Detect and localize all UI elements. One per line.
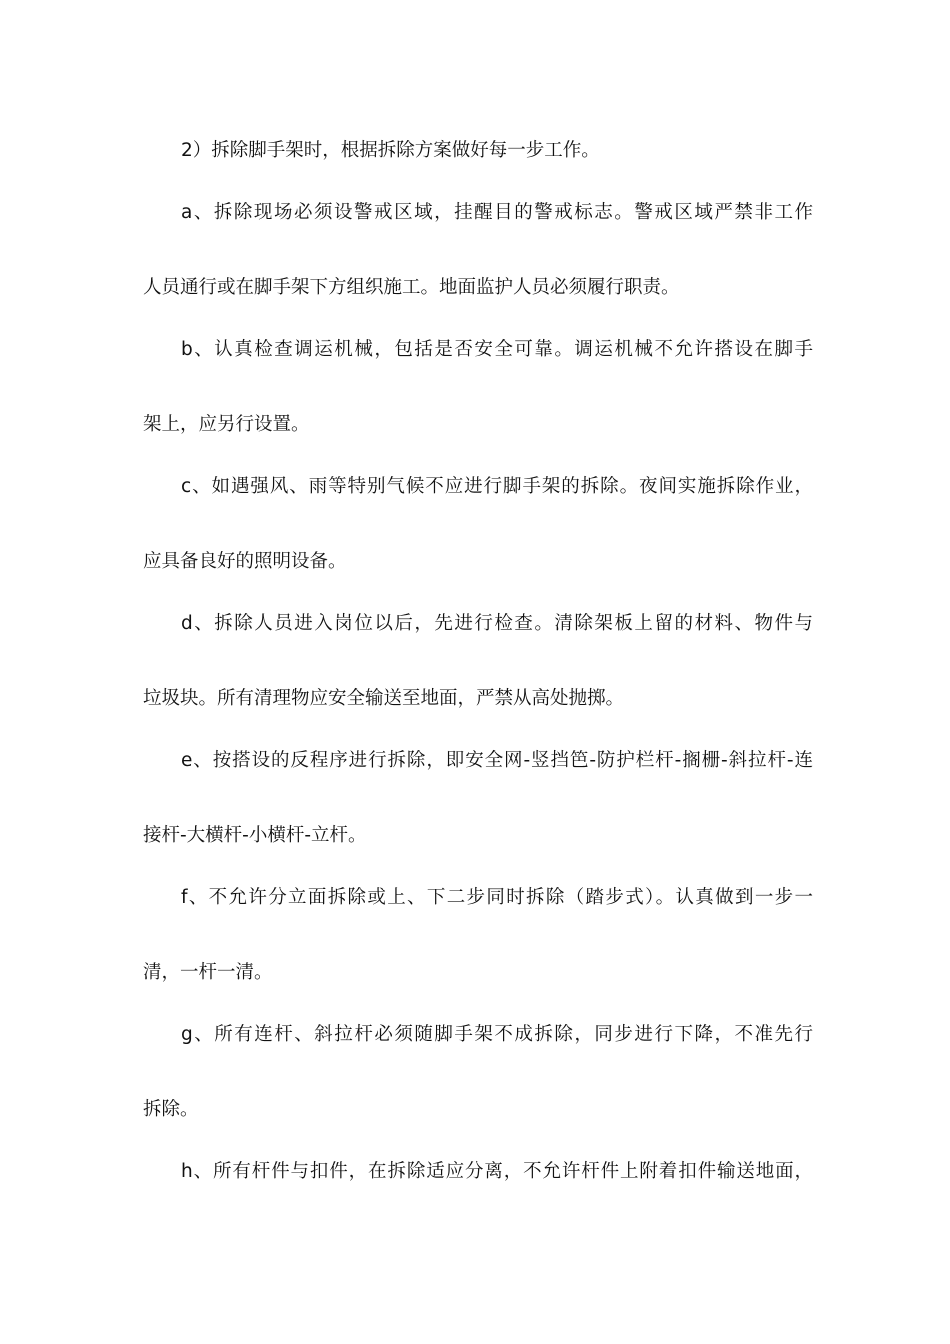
paragraph-c-line-1: c、如遇强风、雨等特别气候不应进行脚手架的拆除。夜间实施拆除作业，: [181, 476, 813, 497]
paragraph-g-line-1: g、所有连杆、斜拉杆必须随脚手架不成拆除，同步进行下降，不准先行: [181, 1024, 813, 1045]
paragraph-e-line-1: e、按搭设的反程序进行拆除，即安全网-竖挡笆-防护栏杆-搁栅-斜拉杆-连: [181, 750, 813, 771]
paragraph-a-line-2: 人员通行或在脚手架下方组织施工。地面监护人员必须履行职责。: [143, 277, 680, 298]
paragraph-b-line-2: 架上，应另行设置。: [143, 414, 310, 435]
paragraph-h-line-1: h、所有杆件与扣件，在拆除适应分离，不允许杆件上附着扣件输送地面，: [181, 1161, 813, 1182]
paragraph-f-line-2: 清，一杆一清。: [143, 962, 273, 983]
paragraph-f-line-1: f、不允许分立面拆除或上、下二步同时拆除（踏步式）。认真做到一步一: [181, 887, 813, 908]
paragraph-e-line-2: 接杆-大横杆-小横杆-立杆。: [143, 825, 367, 846]
paragraph-b-line-1: b、认真检查调运机械，包括是否安全可靠。调运机械不允许搭设在脚手: [181, 339, 813, 360]
paragraph-a-line-1: a、拆除现场必须设警戒区域，挂醒目的警戒标志。警戒区域严禁非工作: [181, 202, 813, 223]
paragraph-c-line-2: 应具备良好的照明设备。: [143, 551, 347, 572]
paragraph-d-line-2: 垃圾块。所有清理物应安全输送至地面，严禁从高处抛掷。: [143, 688, 625, 709]
paragraph-d-line-1: d、拆除人员进入岗位以后，先进行检查。清除架板上留的材料、物件与: [181, 613, 813, 634]
paragraph-g-line-2: 拆除。: [143, 1099, 199, 1120]
paragraph-2-heading: 2）拆除脚手架时，根据拆除方案做好每一步工作。: [181, 140, 600, 161]
